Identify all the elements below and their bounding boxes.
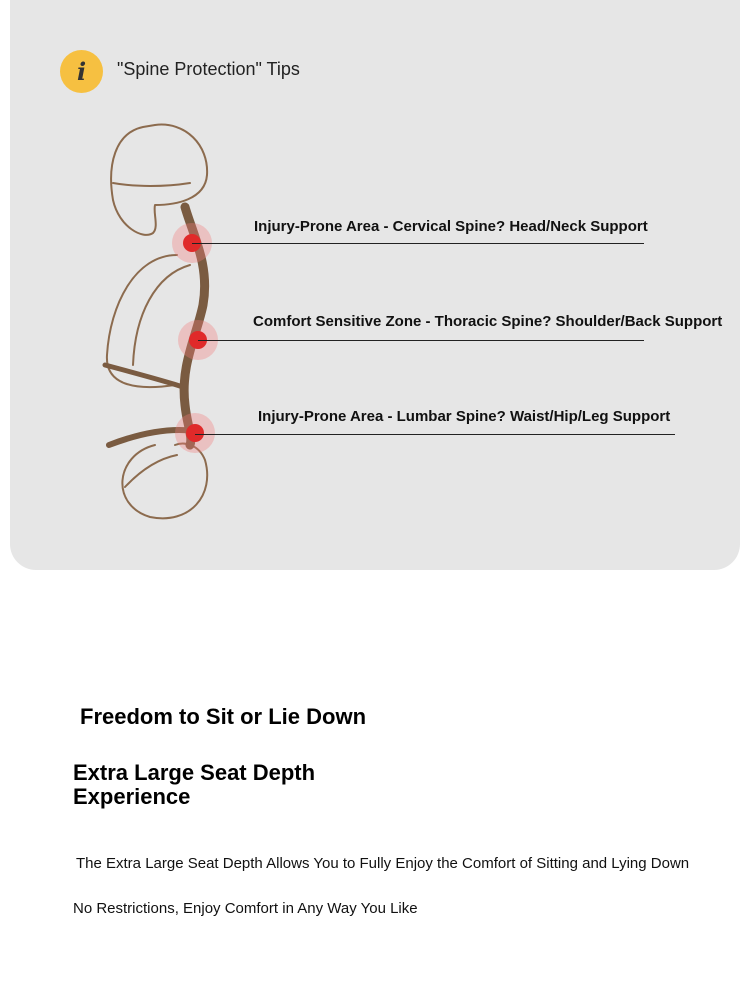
feature-subheading: Extra Large Seat Depth Experience	[73, 760, 316, 809]
lumbar-zone-label: Injury-Prone Area - Lumbar Spine? Waist/Hip/Leg Support	[258, 408, 671, 425]
feature-description-line-1: The Extra Large Seat Depth Allows You to Fully Enjoy the Comfort of Sitting and Lying Down	[76, 855, 690, 872]
thoracic-leader-line	[198, 340, 644, 341]
feature-description-line-2: No Restrictions, Enjoy Comfort in Any Way You Like	[73, 900, 418, 917]
thoracic-zone-label: Comfort Sensitive Zone - Thoracic Spine? Shoulder/Back Support	[253, 313, 723, 330]
arm-shape	[105, 365, 183, 387]
info-icon: i	[60, 50, 103, 93]
spine-figure-illustration	[95, 115, 235, 525]
cervical-zone-label: Injury-Prone Area - Cervical Spine? Head/Neck Support	[254, 218, 648, 235]
lumbar-point	[186, 424, 204, 442]
feature-heading: Freedom to Sit or Lie Down	[80, 704, 367, 729]
face-line	[113, 183, 190, 186]
leg-outline	[125, 455, 177, 487]
knee-outline	[122, 444, 207, 519]
lumbar-leader-line	[195, 434, 675, 435]
cervical-leader-line	[192, 243, 644, 244]
tips-title: "Spine Protection" Tips	[117, 59, 300, 79]
